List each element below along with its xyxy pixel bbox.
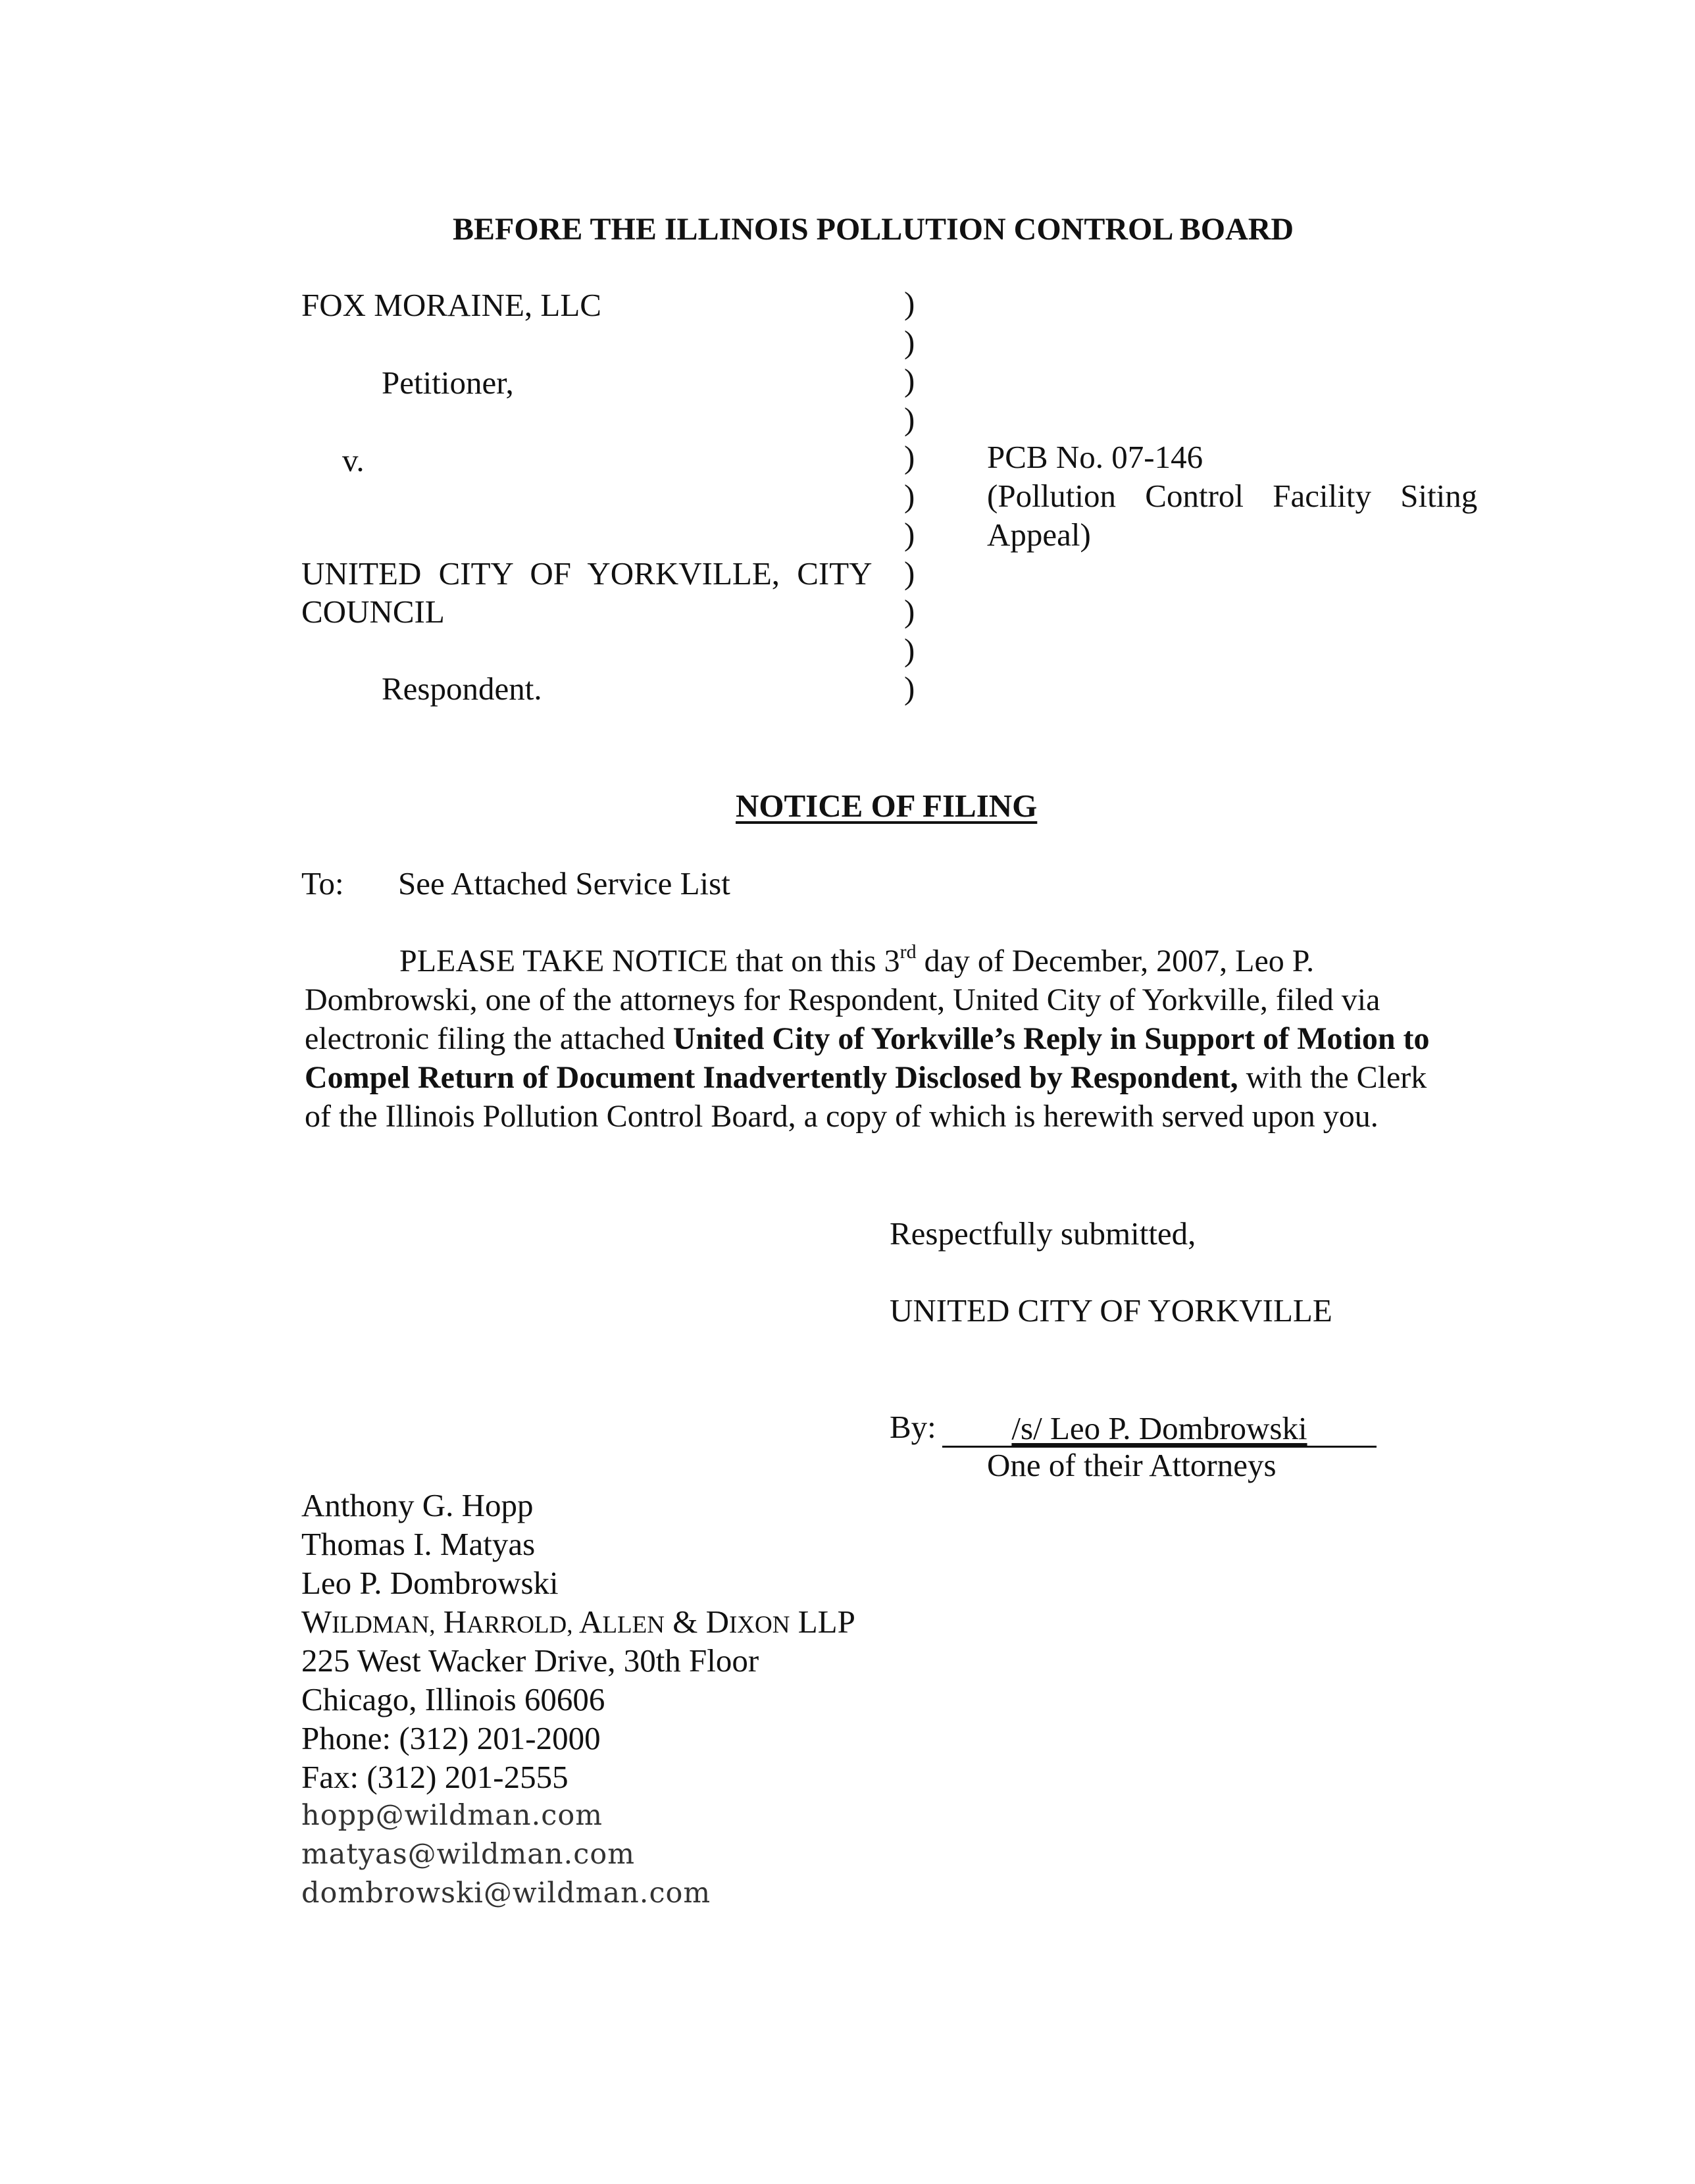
to-value: See Attached Service List (398, 865, 730, 902)
notice-text-part2: day of December, 2007, Leo P. Dombrowski, one of the attorneys for Respondent, United City of Yorkville, filed via electronic filing the attached (305, 944, 1380, 1056)
caption-paren: ) (904, 670, 915, 706)
respondent-name-line1: UNITED CITY OF YORKVILLE, CITY (301, 555, 873, 592)
notice-text-ordinal: rd (899, 941, 917, 963)
caption-paren: ) (904, 285, 915, 321)
attorney-block (301, 1486, 855, 1913)
notice-text-part1: PLEASE TAKE NOTICE that on this 3 (399, 944, 900, 978)
case-number: PCB No. 07-146 (987, 439, 1203, 475)
respondent-role: Respondent. (382, 671, 542, 707)
attorney-name: Leo P. Dombrowski (301, 1565, 559, 1601)
caption-paren: ) (904, 439, 915, 475)
email-address: hopp@wildman.com (301, 1799, 603, 1832)
notice-document-title: United City of Yorkville’s Reply in Support of Motion to Compel Return of Document Inadvertently Disclosed by Respondent, (305, 1021, 1430, 1095)
petitioner-role: Petitioner, (382, 365, 514, 401)
petitioner-name: FOX MORAINE, LLC (301, 287, 601, 323)
fax-number: Fax: (312) 201-2555 (301, 1759, 569, 1795)
signature-title: One of their Attorneys (987, 1447, 1277, 1483)
caption-paren: ) (904, 362, 915, 398)
respondent-name-line2: COUNCIL (301, 594, 445, 630)
caption-paren: ) (904, 400, 915, 437)
signature-by-label: By: (890, 1409, 936, 1445)
attorney-name: Thomas I. Matyas (301, 1526, 536, 1562)
signature-closing: Respectfully submitted, (890, 1215, 1196, 1252)
firm-name: WILDMAN, HARROLD, ALLEN & DIXON LLP (301, 1604, 855, 1640)
signature-party: UNITED CITY OF YORKVILLE (890, 1292, 1332, 1329)
case-type-line2: Appeal) (987, 517, 1091, 553)
notice-heading: NOTICE OF FILING (736, 788, 1038, 824)
caption-paren: ) (904, 477, 915, 514)
case-type-line1: (Pollution Control Facility Siting (987, 478, 1478, 514)
notice-paragraph (305, 942, 1450, 1136)
email-address: dombrowski@wildman.com (301, 1877, 711, 1910)
caption-paren: ) (904, 593, 915, 629)
caption-paren: ) (904, 516, 915, 552)
address-line2: Chicago, Illinois 60606 (301, 1681, 605, 1717)
caption-paren: ) (904, 631, 915, 668)
address-line1: 225 West Wacker Drive, 30th Floor (301, 1642, 759, 1679)
phone-number: Phone: (312) 201-2000 (301, 1720, 601, 1756)
document-title: BEFORE THE ILLINOIS POLLUTION CONTROL BOARD (453, 212, 1294, 247)
email-address: matyas@wildman.com (301, 1838, 636, 1871)
to-label: To: (301, 865, 344, 902)
notice-text-part3: with the Clerk of the Illinois Pollution Control Board, a copy of which is herewith served upon you. (305, 1060, 1427, 1134)
versus-label: v. (342, 442, 365, 478)
signature-name: /s/ Leo P. Dombrowski (1011, 1410, 1307, 1446)
attorney-name: Anthony G. Hopp (301, 1487, 534, 1523)
signature-line (942, 1409, 1377, 1448)
caption-paren-column (904, 284, 930, 708)
caption-paren: ) (904, 323, 915, 360)
caption-paren: ) (904, 554, 915, 591)
